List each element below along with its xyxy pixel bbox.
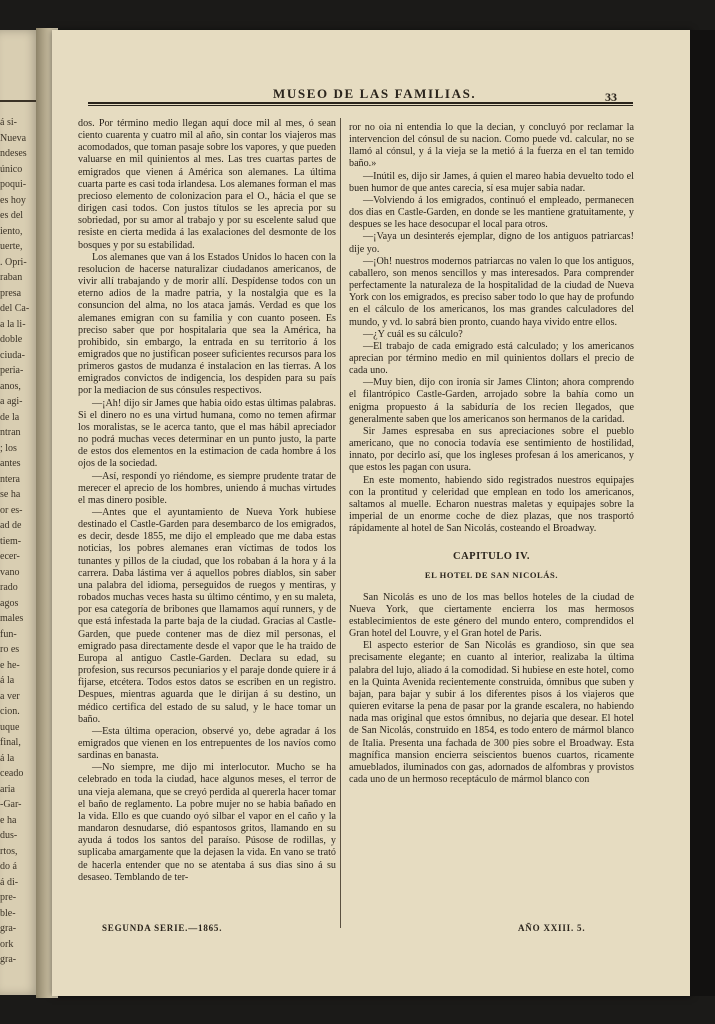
paragraph: —¡Vaya un desinterés ejemplar, digno de los antiguos patriarcas! dije yo. xyxy=(349,231,634,255)
previous-page-fragment: á si- xyxy=(0,117,17,128)
paragraph: —No siempre, me dijo mi interlocutor. Mucho se ha celebrado en toda la ciudad, hace algunos meses, el terror de una vieja alemana, que se creyó perdida al quererla hacer tomar el baño de reglamento. La pobre mujer no se habia bañado en la vida. Ello es que cuando oyó silbar el vapor en el caño y la mandaron desnudarse, dió espantosos gritos, llamando en su ayuda á todos los santos del paraíso. Púsose de rodillas, y suplicaba amargamente que la dejasen la vida. En vano se trató de hacerla entender que no se atentaba á sus dias sino á su desaseo. Temblando de ter- xyxy=(78,762,336,883)
paragraph: —¿Y cuál es su cálculo? xyxy=(363,328,463,340)
running-header xyxy=(52,84,692,104)
chapter-heading: CAPITULO IV. xyxy=(453,551,530,563)
previous-page-fragment: ; los xyxy=(0,442,17,454)
header-rule xyxy=(88,102,633,104)
previous-page-fragment: uerte, xyxy=(0,241,23,252)
previous-page-fragment: ceado xyxy=(0,768,24,779)
previous-page-fragment: raban xyxy=(0,272,23,283)
previous-page-fragment: rtos, xyxy=(0,845,18,857)
paragraph: En este momento, habiendo sido registrados nuestros equipajes con la prontitud y celeridad que emplean en todo los americanos, saltamos al muelle. Echaron nuestras maletas y equipajes sobre la imperial de un enorme coche de diez plazas, que nos trasportó rápidamente al hotel de San Nicolás, costeando el Broadway. xyxy=(349,474,634,535)
previous-page-fragment: cion. xyxy=(0,706,20,717)
previous-page-fragment: peria- xyxy=(0,365,24,376)
previous-page-fragment: uque xyxy=(0,721,20,733)
previous-page-fragment: Nueva xyxy=(0,132,27,144)
previous-page-fragment: -Gar- xyxy=(0,799,22,810)
previous-page-fragment: or es- xyxy=(0,504,23,516)
previous-page-fragment: ble- xyxy=(0,907,16,919)
journal-title: MUSEO DE LAS FAMILIAS. xyxy=(273,86,477,101)
page xyxy=(52,30,692,996)
previous-page-fragment: tiem- xyxy=(0,535,22,547)
previous-page-fragment: gra- xyxy=(0,954,17,965)
paragraph: —¡Ah! dijo sir James que habia oido estas últimas palabras. Si el dinero no es una virtud humana, como no temen afirmar los moralistas, se le acerca tanto, que el mas hábil apreciador no podrá muchas veces determinar en un punto justo, la parte de estos dos elementos en la estimacion de cada hombre á los ojos de la sociedad. xyxy=(78,397,336,470)
previous-page-fragment: ork xyxy=(0,938,14,950)
previous-page-fragment: gra- xyxy=(0,923,17,934)
paragraph: Los alemanes que van á los Estados Unidos lo hacen con la resolucion de hacerse naturalizar ciudadanos americanos, de vivir allí trabajando y de morir allí. Despídense todos con un eterno adios de la madre patria, y la nostalgia que es la consuncion del alma, no los ataca jamás. Verdad es que los alemanes emigran con su familia y con cuanto poseen. Es preciso saber que por hospitalaria que sea la América, ha prohibido, sin embargo, la entrada en su territorio á los emigrados que no justifican poseer suficientes recursos para los primeros gastos de mudanza é instalacion en las tierras. A los emigrados convictos de indigencia, los despiden para su país por la mediacion de sus cónsules respectivos. xyxy=(78,251,336,397)
paragraph: —Volviendo á los emigrados, continuó el empleado, permanecen dos dias en Castle-Garden, en donde se les mantiene gratuitamente, y despues se les hace desocupar el local para otros. xyxy=(349,194,634,231)
paragraph: —Esta última operacion, observé yo, debe agradar á los emigrados que vienen en los entrepuentes de los navíos como sardinas en banasta. xyxy=(78,725,336,762)
paragraph: —Muy bien, dijo con ironía sir James Clinton; ahora comprendo el filantrópico Castle-Garden, arrojado sobre la bahía como un enigma propuesto á la sabiduría de los recien llegados, que generalmente saben que los americanos son hermanos de la caridad. xyxy=(349,377,634,425)
previous-page-fragment: agos xyxy=(0,597,19,609)
previous-page-fragment: se ha xyxy=(0,489,21,500)
previous-page-fragment: a ver xyxy=(0,690,20,702)
previous-page-fragment: ntera xyxy=(0,473,20,485)
previous-page-fragment: antes xyxy=(0,458,21,469)
column-divider xyxy=(340,118,341,928)
paragraph: ror no oia ni entendia lo que la decian, y concluyó por reclamar la intervencion del cónsul de su nacion. Como puede vd. calcular, no se llamó al cónsul, y á la vieja se la metió á la fuerza en el tan temido baño.» xyxy=(349,122,634,170)
previous-page-fragment: ntran xyxy=(0,427,21,438)
dark-edge xyxy=(690,30,715,996)
paragraph: —Antes que el ayuntamiento de Nueva York hubiese destinado el Castle-Garden para desembarco de los emigrados, es decir, desde 1855, me dijo el empleado que me daba estas noticias, los pobres alemanes eran víctimas de todos los tunantes y pillos de la ciudad, que los robaban á la hora y á la carrera. Daba lástima ver á aquellos pobres diablos, sin saber una palabra del idioma, perseguidos de ruegos y mentiras, y robados muchas veces hasta su último céntimo, y en su maleta, por esa categoría de bribones que llamamos aquí runners, y de que está infestada la parte baja de la ciudad. Gracias al Castle-Garden, que puede contener mas de diez mil personas, el emigrado pasa directamente desde el vapor que le ha traido de Europa al antiguo Castle-Garden. Declara su edad, su profesion, sus recursos pecuniarios y el paraje donde quiere ir á fijarse, etcétera. Todos estos datos se escriben en un registro. Despues, mientras aguarda que le dirijan á su destino, un médico certifica del estado de su salud, y le hace tomar un baño. xyxy=(78,507,336,725)
previous-page-fragment: á la xyxy=(0,752,15,764)
paragraph: —Inútil es, dijo sir James, á quien el mareo habia devuelto todo el buen humor de que antes carecia, sí esa mujer sabia nadar. xyxy=(349,170,634,194)
previous-page-fragment: rado xyxy=(0,582,18,593)
paragraph: —El trabajo de cada emigrado está calculado; y los americanos aprecian por término medio en mil quinientos dollars el precio de cada uno. xyxy=(349,340,634,377)
previous-page-fragment: a agi- xyxy=(0,396,23,407)
previous-page-fragment: ro es xyxy=(0,644,20,655)
previous-page-fragment: doble xyxy=(0,334,23,345)
year-footer: AÑO XXIII. 5. xyxy=(518,923,586,933)
right-column xyxy=(349,122,634,932)
previous-page-fragment: á la xyxy=(0,675,15,686)
previous-page-fragment: ndeses xyxy=(0,148,27,159)
paragraph: Sir James espresaba en sus apreciaciones sobre el pueblo americano, que no conocia todavía ese sentimiento de hostilidad, innato, por decirlo así, que los ingleses profesan á los americanos, y que estos les pagan con usura. xyxy=(349,425,634,474)
page-number: 33 xyxy=(605,90,617,104)
series-footer: SEGUNDA SERIE.—1865. xyxy=(102,923,223,933)
previous-page-fragment: aria xyxy=(0,783,15,795)
previous-page-fragment: del Ca- xyxy=(0,303,30,314)
paragraph: dos. Por término medio llegan aquí doce mil al mes, ó sean ciento cuarenta y cuatro mil al año, sin contar los viajeros mas acomodados, que toman pasaje sobre los vapores, y que pueden valuarse en mil quinientos al mes. Las tres cuartas partes de emigrados que vienen á América son alemanes. La última cuarta parte es casi toda irlandesa. Los alemanes forman el mas precioso elemento de colonizacion para el O., hácia el que se dirigen casi todos. Con justos títulos se les aprecia por su sobriedad, por su amor al trabajo y por su escelente salud que resiste en cierta medida á las exalaciones del desmonte de los bosques y por su estabilidad. xyxy=(78,118,336,251)
previous-page-fragment: . Opri- xyxy=(0,256,27,268)
header-rule-thin xyxy=(88,105,633,106)
previous-page-fragment: único xyxy=(0,163,23,175)
previous-page-fragment: pre- xyxy=(0,892,17,903)
previous-page-fragment: a la li- xyxy=(0,318,26,330)
previous-page-fragment: de la xyxy=(0,411,20,423)
previous-page-fragment: presa xyxy=(0,287,22,299)
previous-page-fragment: ad de xyxy=(0,520,22,531)
previous-page-edge xyxy=(0,30,40,995)
previous-page-fragment: males xyxy=(0,613,24,624)
paragraph: El aspecto esterior de San Nicolás es grandioso, sin que sea precisamente elegante; en cuanto al interior, realizaba la última palabra del lujo, aliado á la comodidad. Si hubiese en este hotel, como en la Quinta Avenida recientemente construida, ómnibus que suben y bajan, para bajar y subir á los diferentes pisos á los viajeros que quieren evitarse la pena de pasar por la grande escalera, no habiendo nada mas original que estos ómnibus, no dejaria que desear. El hotel de San Nicolás, construido en 1854, es todo entero de mármol blanco de Italia. Presenta una fachada de 300 pies sobre el Broadway. Esta magnífica mansion encierra seiscientos buenos cuartos, ricamente amueblados, iluminados con gas, adornados de alfombras y provistos cada uno de un hermoso receptáculo de mármol blanco con xyxy=(349,640,634,785)
previous-page-fragment: dus- xyxy=(0,830,18,841)
previous-page-fragment: anos, xyxy=(0,380,21,392)
previous-page-fragment: ciuda- xyxy=(0,349,25,361)
previous-page-fragment: ecer- xyxy=(0,551,20,562)
paragraph: —¡Oh! nuestros modernos patriarcas no valen lo que los antiguos, caballero, son menos sencillos y mas interesados. Para comprender perfectamente la naturaleza de la hospitalidad de la ciudad de Nueva York con los emigrados, es preciso saber todo lo que hay de profundo en el cálculo de los americanos, los mas grandes calculadores del mundo, y vd. lo sabrá bien pronto, cuando haya vivido entre ellos. xyxy=(349,255,634,328)
previous-page-fragment: á di- xyxy=(0,876,19,888)
previous-page-fragment: es del xyxy=(0,210,24,221)
previous-page-fragment: do á xyxy=(0,861,17,872)
previous-page-fragment: fun- xyxy=(0,628,17,640)
paragraph: San Nicolás es uno de los mas bellos hoteles de la ciudad de Nueva York, que ciertamente encierra los mas hermosos establecimientos de este género del mundo entero, comprendidos el Gran hotel del Louvre, y el Gran hotel de Paris. xyxy=(349,591,634,640)
left-column xyxy=(78,118,336,928)
previous-page-rule xyxy=(0,100,40,102)
paragraph: —Así, respondí yo riéndome, es siempre prudente tratar de merecer el aprecio de los hombres, uniendo á muchas virtudes el mas dinero posible. xyxy=(78,470,336,506)
previous-page-fragment: e he- xyxy=(0,659,20,671)
previous-page-fragment: poqui- xyxy=(0,179,27,190)
previous-page-fragment: es hoy xyxy=(0,194,26,206)
previous-page-fragment: e ha xyxy=(0,814,17,826)
previous-page-fragment: vano xyxy=(0,566,20,578)
previous-page-fragment: iento, xyxy=(0,225,23,237)
chapter-subtitle: EL HOTEL DE SAN NICOLÁS. xyxy=(424,570,559,581)
previous-page-fragment: final, xyxy=(0,737,21,748)
